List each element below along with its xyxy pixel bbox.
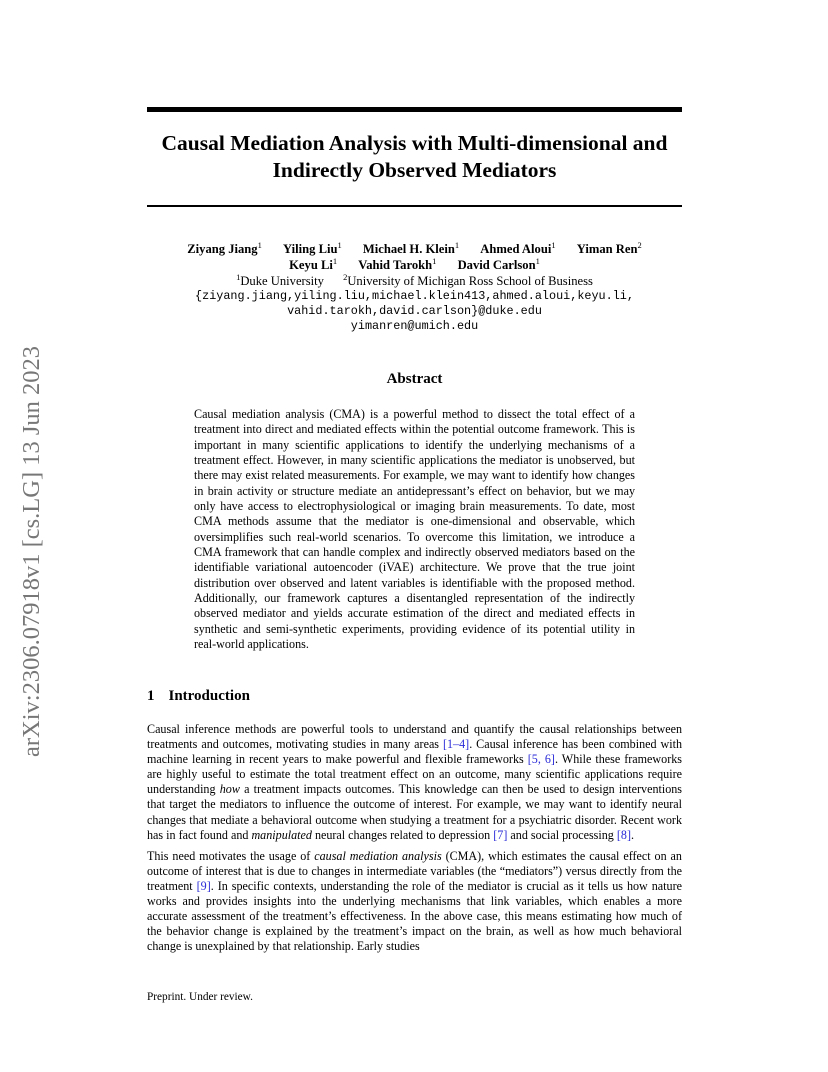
author-line-1 <box>147 241 682 257</box>
citation-link[interactable]: [7] <box>493 827 508 842</box>
abstract-heading: Abstract <box>386 371 443 387</box>
title-rule-top <box>147 107 682 112</box>
email-line: yimanren@umich.edu <box>350 319 479 333</box>
emphasis: causal mediation analysis <box>314 848 442 863</box>
section-number: 1 <box>147 688 155 704</box>
citation-link[interactable]: [1–4] <box>442 737 470 752</box>
citation-link[interactable]: [5, 6] <box>527 752 555 767</box>
footer-note: Preprint. Under review. <box>147 991 253 1003</box>
affiliations <box>147 273 682 289</box>
paragraph: Causal inference methods are powerful tools to understand and quantify the causal relationships between treatments and outcomes, motivating studies in many areas [1–4]. Causal inference has been combined with machine learning in recent years to make powerful and flexible frameworks [5, 6]. While these frameworks are highly useful to estimate the total treatment effect on an outcome, many scientific applications require understanding how a treatment impacts outcomes. This knowledge can then be used to design interventions that target the mediators to influence the outcome of interest. For example, we may want to identify neural changes that mediate a behavioral outcome when studying a treatment for a psychiatric disorder. Recent work has in fact found and manipulated neural changes related to depression [7] and social processing [8]. <box>147 722 683 842</box>
paragraph: This need motivates the usage of causal mediation analysis (CMA), which estimates the causal effect on an outcome of interest that is due to changes in intermediate variables (the “mediators”) versus directly from the treatment [9]. In specific contexts, understanding the role of the mediator is crucial as it tells us how nature works and provides insights into the underlying mechanisms that link variables, which enables a more accurate assessment of the treatment’s effectiveness. In the above case, this means estimating how much of the behavior change is explained by the treatment’s impact on the brain, as well as how much behavioral change is unexplained by that relationship. Early studies <box>147 848 682 954</box>
author: David Carlson$^1$ <box>457 255 540 272</box>
affiliation: $^2$University of Michigan Ross School of Business <box>343 271 593 288</box>
title-rule-bottom <box>147 205 682 207</box>
arxiv-identifier: arXiv:2306.07918v1 [cs.LG] 13 Jun 2023 <box>18 345 45 757</box>
abstract-text: Causal mediation analysis (CMA) is a powerful method to dissect the total effect of a treatment into direct and mediated effects within the potential outcome framework. This is important in many scientific applications to identify the underlying mechanisms of a treatment effect. However, in many scientific applications the mediator is unobserved, but there may exist related measurements. For example, we may want to identify how changes in brain activity or structure mediate an antidepressant’s effect on behavior, but we may only have access to electrophysiological or imaging brain measurements. To date, most CMA methods assume that the mediator is one-dimensional and observable, which oversimplifies such real-world scenarios. To overcome this limitation, we introduce a CMA framework that can handle complex and indirectly observed mediators based on the identifiable variational autoencoder (iVAE) architecture. We prove that the true joint distribution over observed and latent variables is identifiable with the proposed method. Additionally, our framework captures a disentangled representation of the indirectly observed mediator and yields accurate estimation of the direct and mediated effects in synthetic and semi-synthetic experiments, providing evidence of its potential utility in real-world applications. <box>194 407 635 652</box>
author: Vahid Tarokh$^1$ <box>358 255 437 272</box>
emphasis: manipulated <box>251 827 312 842</box>
citation-link[interactable]: [8] <box>616 827 631 842</box>
email-line: {ziyang.jiang,yiling.liu,michael.klein413,ahmed.aloui,keyu.li, <box>195 289 634 303</box>
citation-link[interactable]: [9] <box>196 878 211 893</box>
author-block <box>147 241 682 334</box>
section-title: Introduction <box>168 688 250 704</box>
author: Yiman Ren$^2$ <box>576 239 642 256</box>
emphasis: how <box>219 782 240 797</box>
section-body <box>147 722 682 960</box>
author: Ziyang Jiang$^1$ <box>187 239 262 256</box>
section-heading <box>147 688 250 705</box>
author: Ahmed Aloui$^1$ <box>480 239 556 256</box>
author: Yiling Liu$^1$ <box>283 239 342 256</box>
author: Keyu Li$^1$ <box>289 255 338 272</box>
paper-title: Causal Mediation Analysis with Multi-dimensional and Indirectly Observed Mediators <box>161 131 668 182</box>
email-line: vahid.tarokh,david.carlson}@duke.edu <box>287 304 542 318</box>
affiliation: $^1$Duke University <box>236 271 324 288</box>
author: Michael H. Klein$^1$ <box>362 239 460 256</box>
author-line-2 <box>147 257 682 273</box>
